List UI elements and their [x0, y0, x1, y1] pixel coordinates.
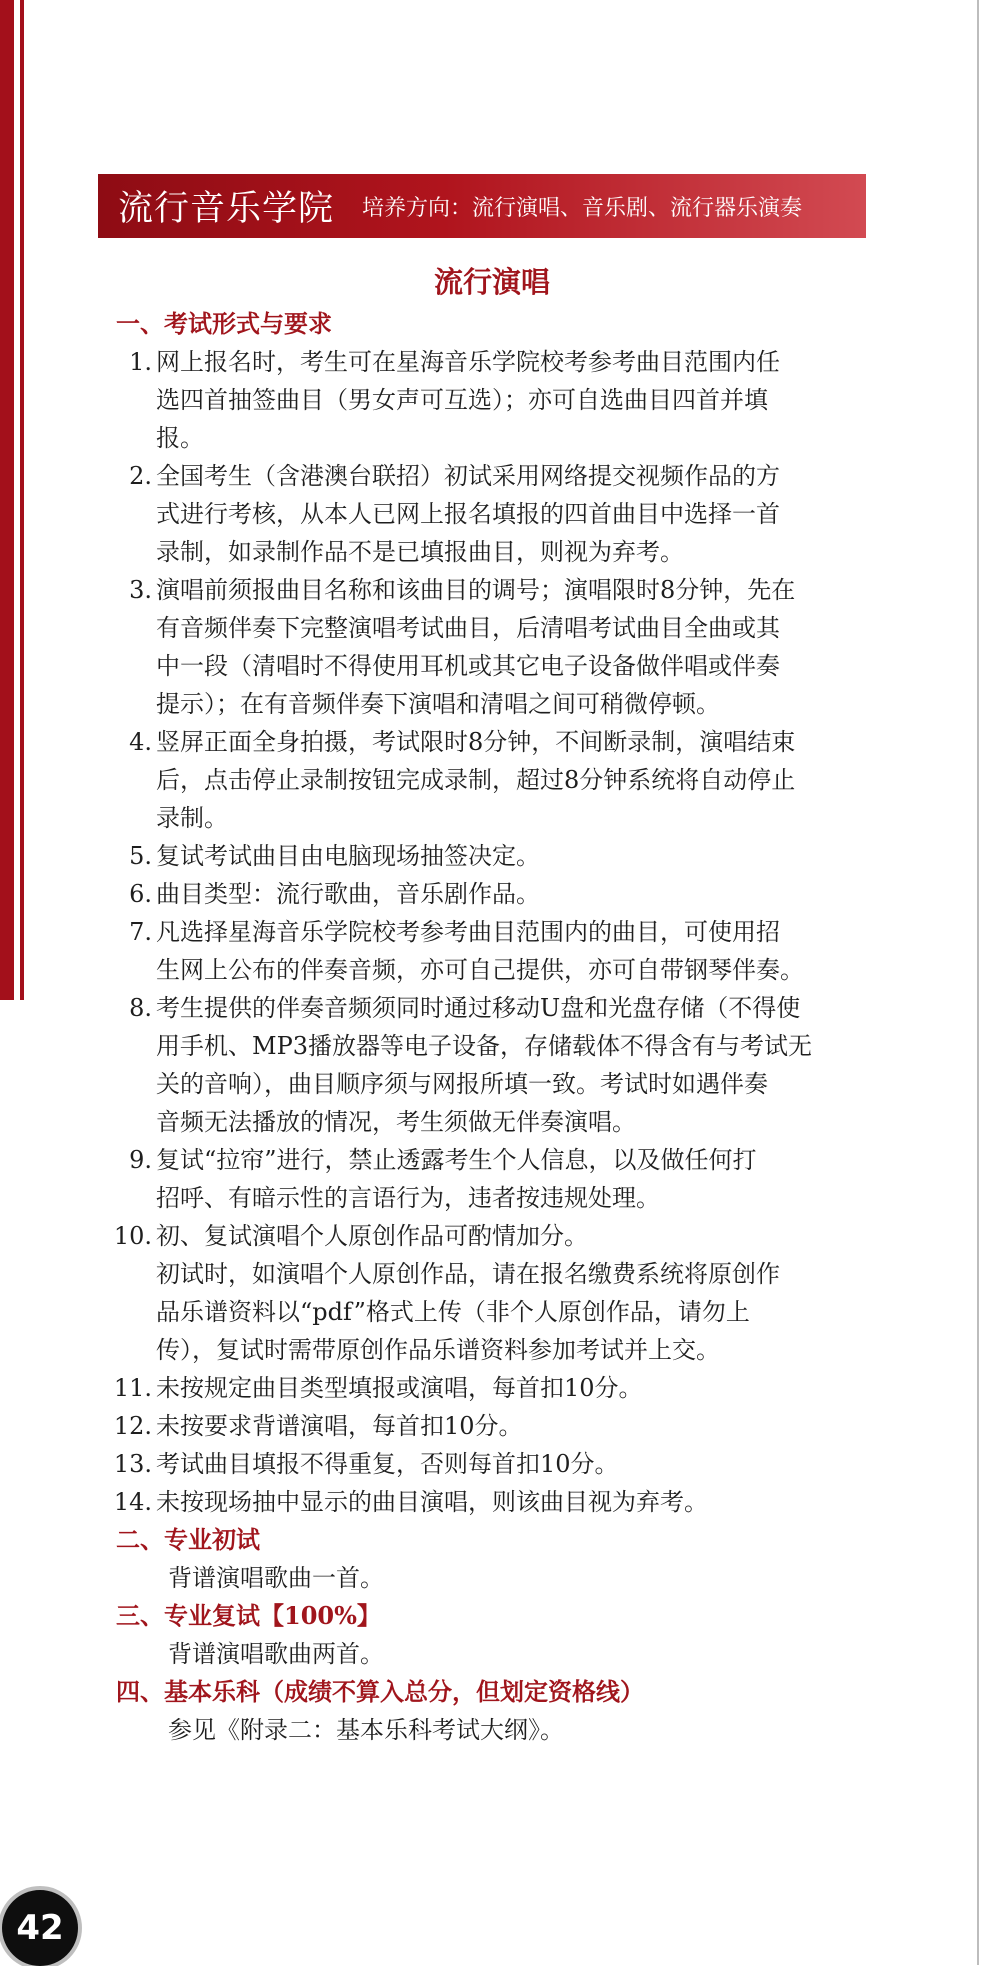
- item-number: 1.: [129, 348, 152, 376]
- retest-text: 背谱演唱歌曲两首。: [168, 1640, 384, 1668]
- preliminary-text: 背谱演唱歌曲一首。: [168, 1564, 384, 1592]
- list-item: [116, 723, 876, 837]
- item-text-line: 中一段（清唱时不得使用耳机或其它电子设备做伴唱或伴奏: [156, 652, 780, 680]
- list-item: [116, 875, 876, 913]
- requirements-list: [113, 343, 876, 1521]
- item-number: 4.: [129, 728, 152, 756]
- item-text-line: 网上报名时，考生可在星海音乐学院校考参考曲目范围内任: [156, 348, 780, 376]
- list-item: [113, 1369, 876, 1407]
- list-item: [116, 837, 876, 875]
- item-text-line: 关的音响），曲目顺序须与网报所填一致。考试时如遇伴奏: [156, 1070, 768, 1098]
- list-item: [116, 989, 876, 1141]
- item-number: 2.: [129, 462, 152, 490]
- item-text-line: 凡选择星海音乐学院校考参考曲目范围内的曲目，可使用招: [156, 918, 780, 946]
- list-item: [113, 1483, 876, 1521]
- left-accent-bar: [0, 0, 14, 1000]
- item-text-line: 报。: [156, 424, 204, 452]
- basic-music-text: 参见《附录二：基本乐科考试大纲》。: [168, 1716, 564, 1744]
- item-text-line: 考试曲目填报不得重复，否则每首扣10分。: [156, 1450, 619, 1478]
- item-text-line: 用手机、MP3播放器等电子设备，存储载体不得含有与考试无: [156, 1032, 812, 1060]
- item-text-line: 提示）；在有音频伴奏下演唱和清唱之间可稍微停顿。: [156, 690, 720, 718]
- item-text-line: 招呼、有暗示性的言语行为，违者按违规处理。: [156, 1184, 660, 1212]
- item-text-line: 演唱前须报曲目名称和该曲目的调号；演唱限时8分钟，先在: [156, 576, 796, 604]
- item-text-line: 复试“拉帘”进行，禁止透露考生个人信息，以及做任何打: [156, 1146, 757, 1174]
- document-body: [113, 305, 876, 1749]
- item-text-line: 选四首抽签曲目（男女声可互选）；亦可自选曲目四首并填: [156, 386, 768, 414]
- item-text-line: 录制。: [156, 804, 228, 832]
- item-text-line: 全国考生（含港澳台联招）初试采用网络提交视频作品的方: [156, 462, 780, 490]
- list-item: [116, 571, 876, 723]
- list-item: [116, 913, 876, 989]
- left-accent-line: [20, 0, 24, 1000]
- item-text-line: 生网上公布的伴奏音频，亦可自己提供，亦可自带钢琴伴奏。: [156, 956, 804, 984]
- item-text-line: 音频无法播放的情况，考生须做无伴奏演唱。: [156, 1108, 636, 1136]
- page-number-badge: [2, 1890, 78, 1966]
- header-banner: [98, 174, 866, 238]
- item-text-line: 考生提供的伴奏音频须同时通过移动U盘和光盘存储（不得使: [156, 994, 801, 1022]
- heading-basic-music: 四、基本乐科（成绩不算入总分，但划定资格线）: [116, 1677, 644, 1706]
- item-number: 3.: [129, 576, 152, 604]
- item-text-line: 竖屏正面全身拍摄，考试限时8分钟，不间断录制，演唱结束: [156, 728, 796, 756]
- item-text-line: 后，点击停止录制按钮完成录制，超过8分钟系统将自动停止: [156, 766, 796, 794]
- item-number: 7.: [129, 918, 152, 946]
- list-item: [116, 343, 876, 457]
- item-number: 5.: [129, 842, 152, 870]
- item-text-line: 初试时，如演唱个人原创作品，请在报名缴费系统将原创作: [156, 1260, 780, 1288]
- item-number: 13.: [113, 1450, 152, 1478]
- item-number: 8.: [129, 994, 152, 1022]
- item-text-line: 有音频伴奏下完整演唱考试曲目，后清唱考试曲目全曲或其: [156, 614, 780, 642]
- list-item: [113, 1445, 876, 1483]
- list-item: [113, 1217, 876, 1369]
- item-text-line: 未按现场抽中显示的曲目演唱，则该曲目视为弃考。: [156, 1488, 708, 1516]
- item-number: 10.: [113, 1222, 152, 1250]
- page-number: 42: [16, 1908, 64, 1948]
- banner-title: 流行音乐学院: [118, 189, 335, 229]
- item-text-line: 复试考试曲目由电脑现场抽签决定。: [156, 842, 540, 870]
- list-item: [116, 457, 876, 571]
- item-text-line: 传），复试时需带原创作品乐谱资料参加考试并上交。: [156, 1336, 720, 1364]
- section-title: 流行演唱: [433, 265, 550, 299]
- item-text-line: 曲目类型：流行歌曲，音乐剧作品。: [156, 880, 540, 908]
- list-item: [116, 1141, 876, 1217]
- item-number: 6.: [129, 880, 152, 908]
- item-text-line: 未按规定曲目类型填报或演唱，每首扣10分。: [156, 1374, 643, 1402]
- item-text-line: 品乐谱资料以“pdf”格式上传（非个人原创作品，请勿上: [156, 1298, 750, 1326]
- heading-exam-format: 一、考试形式与要求: [116, 309, 332, 338]
- item-number: 9.: [129, 1146, 152, 1174]
- heading-preliminary: 二、专业初试: [116, 1525, 260, 1554]
- item-text-line: 初、复试演唱个人原创作品可酌情加分。: [156, 1222, 588, 1250]
- item-text-line: 未按要求背谱演唱，每首扣10分。: [156, 1412, 523, 1440]
- item-number: 11.: [113, 1374, 152, 1402]
- item-text-line: 录制，如录制作品不是已填报曲目，则视为弃考。: [156, 538, 684, 566]
- heading-retest: 三、专业复试【100%】: [116, 1601, 381, 1630]
- item-number: 14.: [113, 1488, 152, 1516]
- item-number: 12.: [113, 1412, 152, 1440]
- item-text-line: 式进行考核，从本人已网上报名填报的四首曲目中选择一首: [156, 500, 780, 528]
- banner-subtitle: 培养方向：流行演唱、音乐剧、流行器乐演奏: [362, 195, 803, 221]
- list-item: [113, 1407, 876, 1445]
